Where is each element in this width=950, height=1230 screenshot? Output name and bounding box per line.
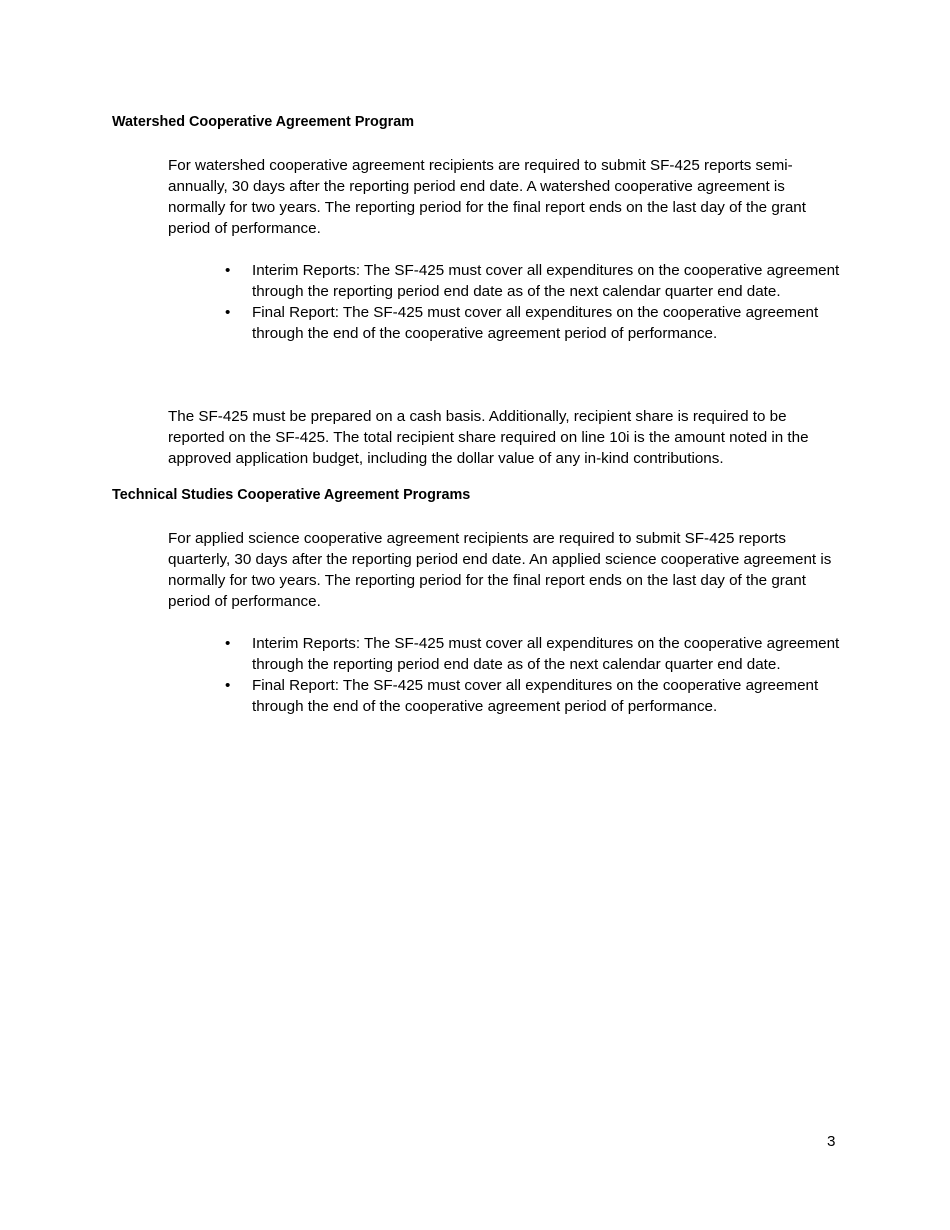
- bullet-icon: •: [225, 677, 231, 694]
- bullet-icon: •: [225, 635, 231, 652]
- section-intro-technical-studies: For applied science cooperative agreement recipients are required to submit SF-425 reports quarterly, 30 days after the reporting period end date. An applied science cooperative agreement is normally for two years. The reporting period for the final report ends on the last day of the grant period of performance.: [168, 530, 832, 610]
- bullet-item-interim: [225, 633, 842, 675]
- bullet-text: Interim Reports: The SF-425 must cover all expenditures on the cooperative agreement through the reporting period end date as of the next calendar quarter end date.: [252, 635, 840, 673]
- page-number: 3: [827, 1133, 836, 1150]
- bullet-text: Final Report: The SF-425 must cover all expenditures on the cooperative agreement through the end of the cooperative agreement period of performance.: [252, 304, 819, 342]
- bullet-item-interim: [225, 260, 842, 302]
- section-heading-watershed: Watershed Cooperative Agreement Program: [112, 114, 415, 130]
- bullet-icon: •: [225, 304, 231, 321]
- bullet-text: Final Report: The SF-425 must cover all expenditures on the cooperative agreement through the end of the cooperative agreement period of performance.: [252, 677, 819, 715]
- bullet-text: Interim Reports: The SF-425 must cover all expenditures on the cooperative agreement through the reporting period end date as of the next calendar quarter end date.: [252, 262, 840, 300]
- bullet-item-final: [225, 675, 842, 717]
- bullet-list-watershed: [0, 260, 950, 344]
- bullet-icon: •: [225, 262, 231, 279]
- section-heading-technical-studies: Technical Studies Cooperative Agreement Programs: [112, 487, 471, 503]
- section-closing-watershed: The SF-425 must be prepared on a cash basis. Additionally, recipient share is required to be reported on the SF-425. The total recipient share required on line 10i is the amount noted in the approved application budget, including the dollar value of any in-kind contributions.: [168, 408, 809, 467]
- bullet-list-technical-studies: [0, 633, 950, 717]
- bullet-item-final: [225, 302, 842, 344]
- section-intro-watershed: For watershed cooperative agreement recipients are required to submit SF-425 reports semi-annually, 30 days after the reporting period end date. A watershed cooperative agreement is normally for two years. The reporting period for the final report ends on the last day of the grant period of performance.: [168, 157, 806, 237]
